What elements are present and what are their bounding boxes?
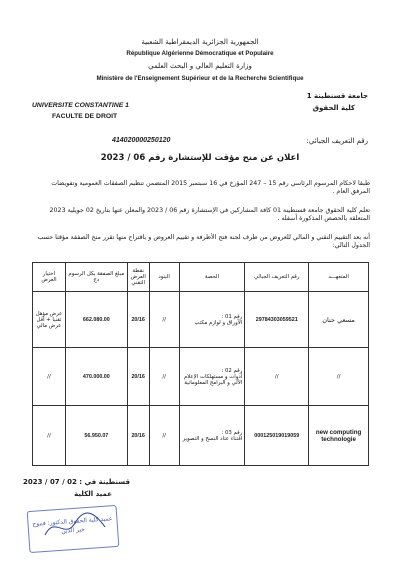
cell-bidder: new computing technologie <box>309 406 369 466</box>
cell-bidder: مسعي حنان <box>309 292 369 348</box>
univ-ar: جامعة قسنطينة 1 <box>306 92 368 100</box>
cell-tax-id: 29784303059521 <box>245 292 309 348</box>
table-row <box>33 406 369 466</box>
univ-fr: UNIVERSITE CONSTANTINE 1 <box>32 102 129 109</box>
paragraph-3: أنه بعد التقييم التقني و المالي للعروض من طرف لجنة فتح الأظرفة و تقييم العروض و باقتراح منها تقرر منح الصفقة مؤقتا حسب الجدول التالي: <box>37 234 370 249</box>
cell-tax-id: 000125019019059 <box>245 406 309 466</box>
ministry-ar: وزارة التعليم العالي و البحث العلمي <box>148 62 252 70</box>
cell-items: // <box>149 292 179 348</box>
signature-mark <box>40 505 110 545</box>
cell-choice: // <box>33 406 66 466</box>
cell-items: // <box>149 348 179 406</box>
cell-amount: 662.080.00 <box>65 292 127 348</box>
dean-label: عميد الكلية <box>74 490 112 498</box>
cell-tax-id: // <box>245 348 309 406</box>
cell-items: // <box>149 406 179 466</box>
cell-amount: 470.000.00 <box>65 348 127 406</box>
date-line: قسنطينة في : 02 / 07 / 2023 <box>23 478 130 486</box>
col-amount: مبلغ الصفقة بكل الرسوم دج <box>65 263 127 292</box>
col-items: البنود <box>149 263 179 292</box>
cell-lot: رقم 02 : أدوات و مستهلكات الإعلام الآلي و البرامج المعلوماتية <box>179 348 245 406</box>
col-tax-id: رقم التعريف الجبائي <box>245 263 309 292</box>
col-lot: الحصة <box>179 263 245 292</box>
table-row <box>33 292 369 348</box>
ministry-fr: Ministère de l'Enseignement Supérieur et de la Recherche Scientifique <box>96 75 304 82</box>
tax-id-value: 414020000250120 <box>112 137 171 144</box>
cell-choice: عرض مؤهل تقنيا + أقل عرض مالي <box>33 292 66 348</box>
stamp-text: عميد كلية الحقوق الدكتور: فموح خير الدين <box>32 515 113 535</box>
faculty-ar: كلية الحقوق <box>312 104 355 112</box>
col-bidder: المتعهـــد <box>309 263 369 292</box>
faculty-fr: FACULTE DE DROIT <box>52 113 118 120</box>
cell-choice: // <box>33 348 66 406</box>
cell-score: 20/16 <box>127 348 149 406</box>
cell-lot: رقم 01 : الأوراق و لوازم مكتب <box>179 292 245 348</box>
notice-title: اعلان عن منح مؤقت للإستشارة رقم 06 / 2023 <box>100 153 300 163</box>
republic-ar: الجمهورية الجزائرية الديمقراطية الشعبية <box>141 38 259 46</box>
table-header-row <box>33 263 369 292</box>
cell-score: 20/16 <box>127 406 149 466</box>
cell-bidder: // <box>309 348 369 406</box>
cell-lot: رقم 03 : اقتناء عتاد النسخ و التصوير <box>179 406 245 466</box>
table-row <box>33 348 369 406</box>
paragraph-2: تعلم كلية الحقوق جامعة قسنطينة 01 كافة المشاركين في الإستشارة رقم 06 / 2023 والمعلن عنها بتاريخ 02 جويلية 2023 المتعلقة بالحصص المذكورة أسفله . <box>49 207 370 222</box>
col-choice: اختيار العرض <box>33 263 66 292</box>
paragraph-1: طبقا لاحكام المرسوم الرئاسي رقم 15 – 247 المؤرخ في 16 سبتمبر 2015 المتضمن تنظيم الصفقات العمومية وتفويضات المرفق العام . <box>51 180 370 195</box>
col-score: نقطة العرض التقني <box>127 263 149 292</box>
cell-amount: 56.950.07 <box>65 406 127 466</box>
award-table <box>32 262 369 466</box>
republic-fr: République Algérienne Démocratique et Populaire <box>126 50 274 57</box>
cell-score: 20/16 <box>127 292 149 348</box>
tax-id-label: رقم التعريف الجبائي: <box>306 137 368 145</box>
